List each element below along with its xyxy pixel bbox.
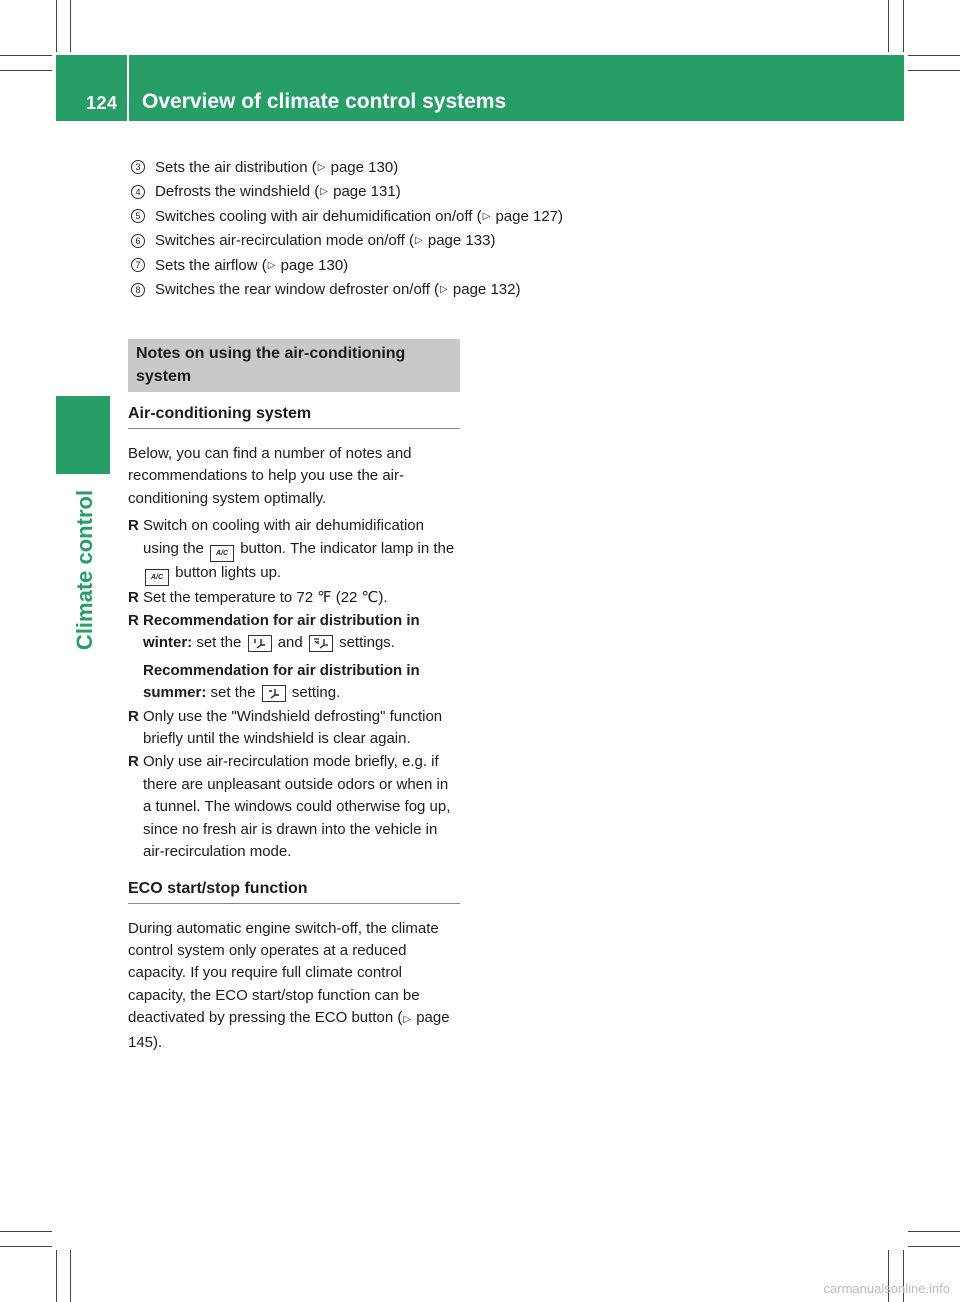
- intro-paragraph: Below, you can find a number of notes and recommendations to help you use the air-conditioning system optimally.: [128, 445, 412, 507]
- header-divider: [127, 55, 129, 121]
- page-ref-icon: ▷: [403, 1014, 412, 1026]
- crop-mark: [70, 1250, 71, 1302]
- notes-list: [128, 515, 460, 863]
- page-ref-icon: ▷: [415, 235, 423, 247]
- crop-mark: [908, 55, 960, 56]
- crop-mark: [70, 0, 71, 52]
- callout-number: 7: [131, 258, 145, 272]
- page-ref-link[interactable]: page 130): [280, 256, 349, 274]
- list-item: R Only use the "Windshield defrosting" function briefly until the windshield is clear again.: [128, 707, 443, 748]
- crop-mark: [0, 55, 52, 56]
- callout-number: 5: [131, 209, 145, 223]
- list-item: [130, 155, 890, 180]
- list-item: [130, 229, 890, 254]
- subsection-heading: Air-conditioning system: [128, 403, 460, 429]
- content-column: [128, 339, 460, 1054]
- page-ref-link[interactable]: page 145).: [128, 1009, 450, 1051]
- bullet-icon: R: [128, 707, 139, 725]
- page-ref-icon: ▷: [267, 259, 276, 271]
- list-item-text: Switches the rear window defroster on/off (: [155, 281, 440, 299]
- crop-mark: [0, 1246, 52, 1247]
- page-number: 124: [86, 93, 118, 113]
- subsection-heading: ECO start/stop function: [128, 878, 460, 904]
- list-item: R Set the temperature to 72 ℉ (22 ℃).: [128, 587, 460, 609]
- page-ref-icon: ▷: [482, 210, 491, 222]
- list-item-text: Sets the airflow (: [155, 256, 267, 274]
- callout-number: 8: [131, 283, 145, 297]
- callout-number: 3: [131, 160, 145, 174]
- bullet-icon: R: [128, 517, 139, 535]
- ac-button-icon: A/C: [145, 569, 169, 586]
- section-title: Notes on using the air-conditioning system: [128, 339, 460, 392]
- list-item: R Switch on cooling with air dehumidification using the A/C button. The indicator lamp in the A/C button lights up.: [128, 515, 460, 585]
- list-item-text: Switches cooling with air dehumidification on/off (: [155, 207, 482, 225]
- list-item: [130, 180, 890, 205]
- crop-mark: [888, 0, 889, 52]
- page-ref-icon: ▷: [320, 186, 328, 198]
- crop-mark: [908, 1246, 960, 1247]
- list-item-text: Defrosts the windshield (: [155, 183, 320, 201]
- crop-mark: [56, 1250, 57, 1302]
- footwell-icon: [262, 685, 286, 702]
- watermark: carmanualsonline.info: [823, 1281, 950, 1296]
- page-header: [56, 55, 904, 121]
- list-item-text: Sets the air distribution (: [155, 158, 317, 176]
- page-ref-link[interactable]: page 131): [333, 183, 401, 201]
- page-ref-icon: ▷: [440, 284, 448, 296]
- bullet-icon: R: [128, 612, 139, 630]
- eco-paragraph: During automatic engine switch-off, the climate control system only operates at a reduced capacity. If you require full climate control capacity, the ECO start/stop function can be deactivated by pressing the ECO button (▷ page 145).: [128, 919, 450, 1051]
- ac-button-icon: A/C: [210, 545, 234, 562]
- list-item: [130, 204, 890, 229]
- page-ref-link[interactable]: page 132): [452, 281, 521, 299]
- bullet-icon: R: [128, 753, 139, 771]
- control-function-list: [130, 155, 890, 302]
- crop-mark: [0, 70, 52, 71]
- callout-number: 6: [131, 234, 145, 248]
- crop-mark: [908, 70, 960, 71]
- callout-number: 4: [131, 185, 145, 199]
- windshield-footwell-icon: [309, 635, 333, 652]
- page-ref-link[interactable]: page 130): [330, 158, 399, 176]
- crop-mark: [908, 1231, 960, 1232]
- page-ref-link[interactable]: page 133): [427, 232, 496, 250]
- chapter-marker: [56, 396, 110, 474]
- crop-mark: [0, 1231, 52, 1232]
- list-item: [130, 278, 890, 303]
- list-item: R Recommendation for air distribution in winter: set the and settings. Recommendation for air distribution in summer: set the setting.: [128, 612, 420, 702]
- list-item: [130, 253, 890, 278]
- crop-mark: [903, 0, 904, 52]
- list-item-text: Switches air-recirculation mode on/off (: [155, 232, 414, 250]
- footwell-defrost-icon: [248, 635, 272, 652]
- list-item: R Only use air-recirculation mode briefly, e.g. if there are unpleasant outside odors or when in a tunnel. The windows could otherwise fog up, since no fresh air is drawn into the vehicle in air-recirculation mode.: [128, 753, 451, 861]
- page-title: Overview of climate control systems: [142, 90, 507, 113]
- page-ref-link[interactable]: page 127): [495, 207, 563, 225]
- chapter-label: Climate control: [72, 489, 97, 651]
- bullet-icon: R: [128, 588, 139, 606]
- crop-mark: [56, 0, 57, 52]
- page-ref-icon: ▷: [317, 161, 326, 173]
